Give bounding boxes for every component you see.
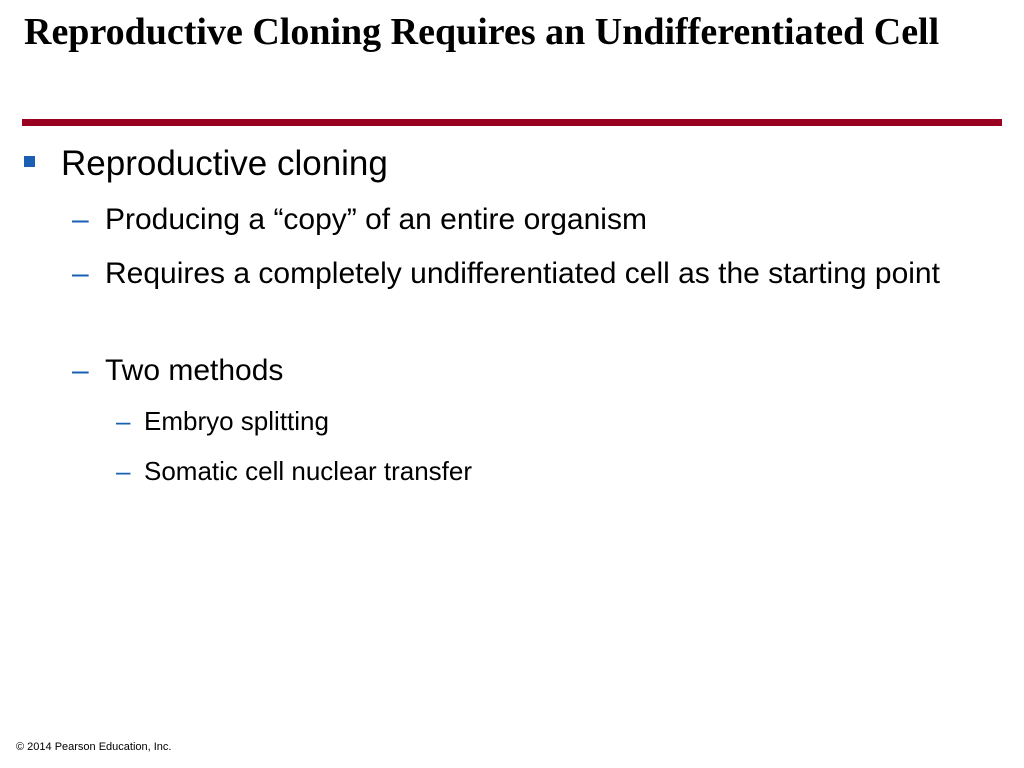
bullet-reproductive-cloning <box>24 143 984 185</box>
sub-sub-bullet-embryo-splitting <box>116 402 976 440</box>
dash-bullet-icon: – <box>72 257 89 290</box>
bullet-text: Reproductive cloning <box>61 144 388 183</box>
copyright-footer: © 2014 Pearson Education, Inc. <box>16 741 172 753</box>
slide-title: Reproductive Cloning Requires an Undifferentiated Cell <box>24 11 940 53</box>
dash-bullet-icon: – <box>72 354 89 387</box>
dash-bullet-icon: – <box>116 406 131 436</box>
sub-bullet-text: Two methods <box>105 354 284 387</box>
square-bullet-icon <box>24 156 35 167</box>
dash-bullet-icon: – <box>116 456 131 486</box>
sub-sub-bullet-text: Somatic cell nuclear transfer <box>144 456 473 486</box>
sub-sub-bullet-scnt <box>116 452 976 490</box>
sub-bullet-text: Producing a “copy” of an entire organism <box>105 203 647 236</box>
sub-sub-bullet-text: Embryo splitting <box>144 406 329 436</box>
sub-bullet-two-methods <box>72 348 952 394</box>
sub-bullet-producing-copy <box>72 197 952 243</box>
sub-bullet-undifferentiated-cell <box>72 251 952 297</box>
sub-bullet-text: Requires a completely undifferentiated cell as the starting point <box>105 257 940 290</box>
dash-bullet-icon: – <box>72 203 89 236</box>
